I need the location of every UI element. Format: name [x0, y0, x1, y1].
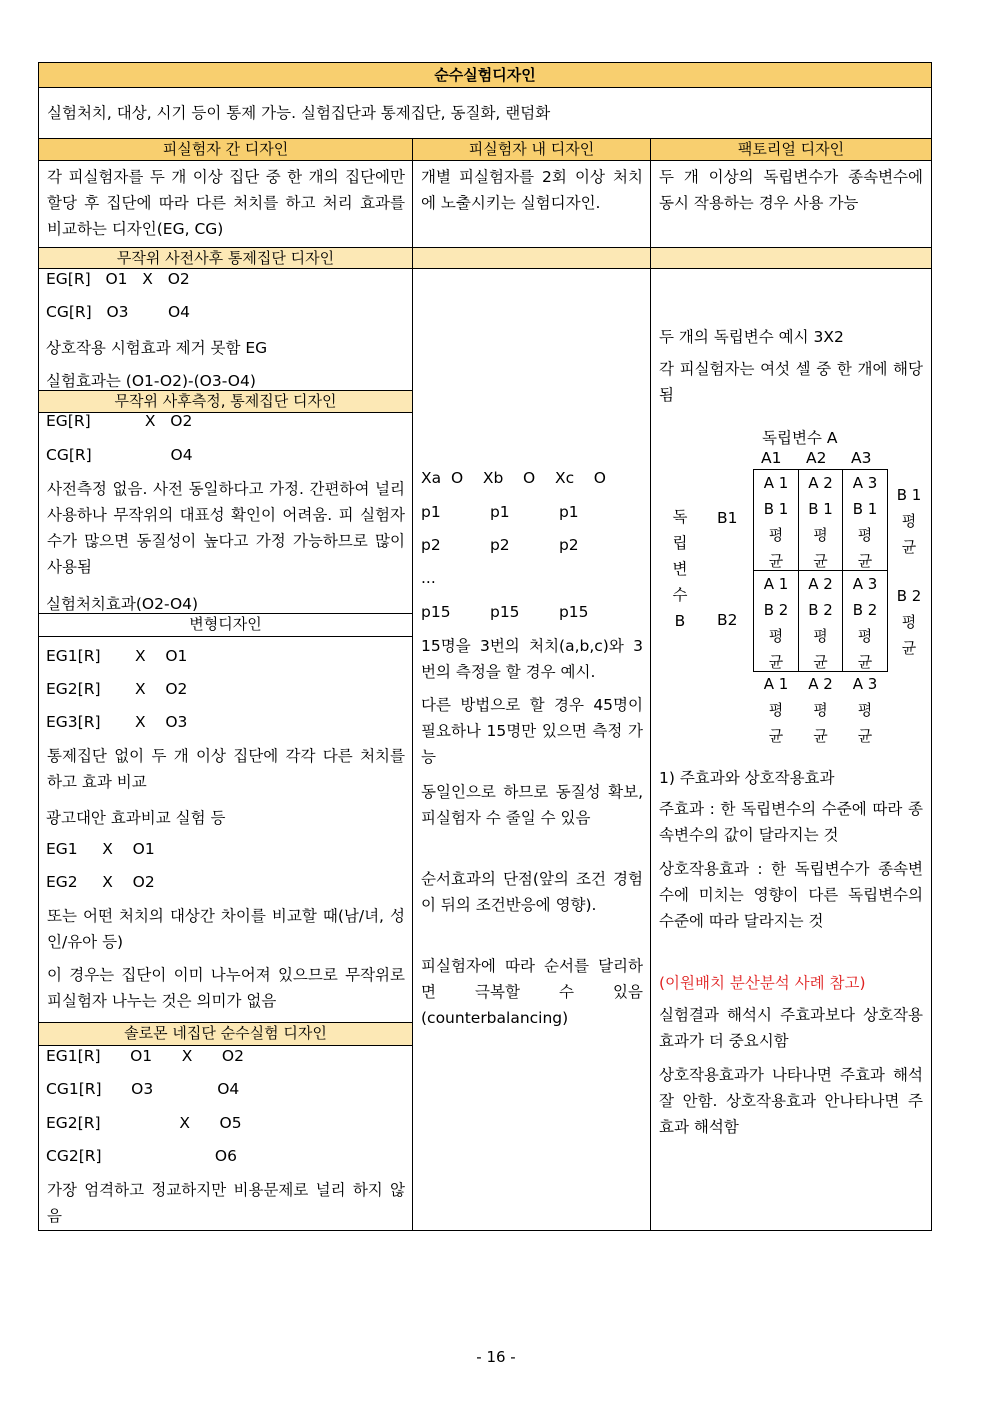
- desc-within: 개별 피실험자를 2회 이상 처치에 노출시키는 실험디자인.: [421, 168, 643, 212]
- design-3-para2: 또는 어떤 처치의 대상간 차이를 비교할 때(남/녀, 성인/유아 등): [47, 907, 405, 951]
- grid-b-level: B1: [717, 509, 738, 527]
- design-3-line: EG1[R] X O1: [46, 647, 188, 665]
- design-4-para: 가장 엄격하고 정교하지만 비용문제로 널리 하지 않음: [47, 1181, 405, 1225]
- design-3-line2: EG2 X O2: [46, 873, 155, 891]
- grid-row-mean-b2: B 2 평 균: [896, 587, 922, 657]
- grid-a-level: A3: [851, 449, 872, 467]
- within-line: Xa O Xb O Xc O: [421, 469, 607, 487]
- header-within: 피실험자 내 디자인: [412, 138, 651, 161]
- within-para: 15명을 3번의 처치(a,b,c)와 3번의 측정을 할 경우 예시.: [421, 637, 643, 681]
- grid-var-a-label: 독립변수 A: [762, 429, 838, 447]
- grid-cell-a2-b2: A 2 B 2 평 균: [798, 570, 843, 672]
- grid-cell-a2-b1: A 2 B 1 평 균: [798, 469, 843, 571]
- grid-cell-a1-b2: A 1 B 2 평 균: [753, 570, 799, 672]
- table-title: 순수실험디자인: [38, 62, 932, 88]
- design-3-ad-line: 광고대안 효과비교 실험 등: [46, 809, 226, 827]
- header-factorial: 팩토리얼 디자인: [650, 138, 932, 161]
- within-para: 다른 방법으로 할 경우 45명이 필요하나 15명만 있으면 측정 가능: [421, 696, 643, 766]
- within-line: ...: [421, 569, 436, 587]
- design-4-line: CG2[R] O6: [46, 1147, 237, 1165]
- design-3-header: 변형디자인: [38, 613, 413, 637]
- desc-between: 각 피실험자를 두 개 이상 집단 중 한 개의 집단에만 할당 후 집단에 따라 다른 처치를 하고 처리 효과를 비교하는 디자인(EG, CG): [47, 168, 405, 238]
- factorial-example: 두 개의 독립변수 예시 3X2: [659, 328, 844, 346]
- design-4-header: 솔로몬 네집단 순수실험 디자인: [38, 1022, 413, 1046]
- design-2-tail: 실험처치효과(O2-O4): [46, 595, 199, 613]
- intro-text: 실험처치, 대상, 시기 등이 통제 가능. 실험집단과 통제집단, 동질화, 랜덤화: [47, 104, 551, 122]
- grid-col-mean-a3: A 3 평 균: [852, 675, 878, 745]
- design-1-line: 상호작용 시험효과 제거 못함 EG: [46, 339, 268, 357]
- design-2-para: 사전측정 없음. 사전 동일하다고 가정. 간편하여 널리 사용하나 무작위의 대표성 확인이 어려움. 피 실험자 수가 많으면 동질성이 높다고 가정 가능하므로 많이 사용됨: [47, 480, 405, 576]
- design-1-line: CG[R] O3 O4: [46, 303, 191, 321]
- design-4-line: EG2[R] X O5: [46, 1114, 242, 1132]
- grid-var-b-label: [672, 504, 688, 634]
- factorial-para-heading: 1) 주효과와 상호작용효과: [659, 769, 835, 787]
- grid-var-b-char: 립: [672, 534, 688, 552]
- grid-row-mean-b1: B 1 평 균: [896, 486, 922, 556]
- design-3-para3: 이 경우는 집단이 이미 나누어져 있으므로 무작위로 피실험자 나누는 것은 의미가 없음: [47, 966, 405, 1010]
- design-3-line2: EG1 X O1: [46, 840, 155, 858]
- within-para: 동일인으로 하므로 동질성 확보, 피실험자 수 줄일 수 있음: [421, 783, 643, 827]
- grid-var-b-char: B: [674, 612, 686, 630]
- design-4-line: EG1[R] O1 X O2: [46, 1047, 244, 1065]
- within-line: p2 p2 p2: [421, 536, 579, 554]
- factorial-note-red: (이원배치 분산분석 사례 참고): [659, 974, 866, 992]
- within-para: 순서효과의 단점(앞의 조건 경험이 뒤의 조건반응에 영향).: [421, 870, 643, 914]
- grid-cell-a3-b2: A 3 B 2 평 균: [842, 570, 888, 672]
- grid-col-mean-a2: A 2 평 균: [808, 675, 833, 745]
- design-4-line: CG1[R] O3 O4: [46, 1080, 240, 1098]
- grid-var-b-char: 변: [672, 560, 688, 578]
- within-line: p15 p15 p15: [421, 603, 589, 621]
- design-3-para1: 통제집단 없이 두 개 이상 집단에 각각 다른 처치를 하고 효과 비교: [47, 747, 405, 791]
- grid-col-mean-a1: A 1 평 균: [763, 675, 789, 745]
- design-1-header: 무작위 사전사후 통제집단 디자인: [38, 247, 413, 269]
- within-para: 피실험자에 따라 순서를 달리하면 극복할 수 있음 (counterbalancing): [421, 957, 643, 1027]
- factorial-para: 상호작용효과 : 한 독립변수가 종속변수에 미치는 영향이 다른 독립변수의 수준에 따라 달라지는 것: [659, 860, 923, 930]
- design-2-line: EG[R] X O2: [46, 412, 193, 430]
- factorial-para: 상호작용효과가 나타나면 주효과 해석 잘 안함. 상호작용효과 안나타나면 주효과 해석함: [659, 1066, 923, 1136]
- grid-cell-a3-b1: A 3 B 1 평 균: [842, 469, 888, 571]
- design-3-line: EG2[R] X O2: [46, 680, 188, 698]
- factorial-para: 실험결과 해석시 주효과보다 상호작용효과가 더 중요시함: [659, 1006, 923, 1050]
- page-number: - 16 -: [476, 1348, 516, 1366]
- design-2-header: 무작위 사후측정, 통제집단 디자인: [38, 390, 413, 413]
- desc-factorial: 두 개 이상의 독립변수가 종속변수에 동시 작용하는 경우 사용 가능: [659, 168, 923, 212]
- factorial-cells-note: 각 피실험자는 여섯 셀 중 한 개에 해당됨: [659, 360, 923, 404]
- factorial-para: 주효과 : 한 독립변수의 수준에 따라 종속변수의 값이 달라지는 것: [659, 800, 923, 844]
- grid-a-level: A1: [761, 449, 782, 467]
- grid-cell-a1-b1: A 1 B 1 평 균: [753, 469, 799, 571]
- within-subheader-blank: [412, 247, 651, 269]
- grid-b-level: B2: [717, 611, 738, 629]
- grid-var-b-char: 독: [672, 508, 688, 526]
- design-1-line: EG[R] O1 X O2: [46, 270, 190, 288]
- grid-var-b-char: 수: [672, 586, 688, 604]
- design-1-line: 실험효과는 (O1-O2)-(O3-O4): [46, 372, 256, 390]
- design-2-line: CG[R] O4: [46, 446, 193, 464]
- within-line: p1 p1 p1: [421, 503, 579, 521]
- grid-a-level: A2: [806, 449, 827, 467]
- factorial-subheader-blank: [650, 247, 932, 269]
- design-3-line: EG3[R] X O3: [46, 713, 188, 731]
- header-between: 피실험자 간 디자인: [38, 138, 413, 161]
